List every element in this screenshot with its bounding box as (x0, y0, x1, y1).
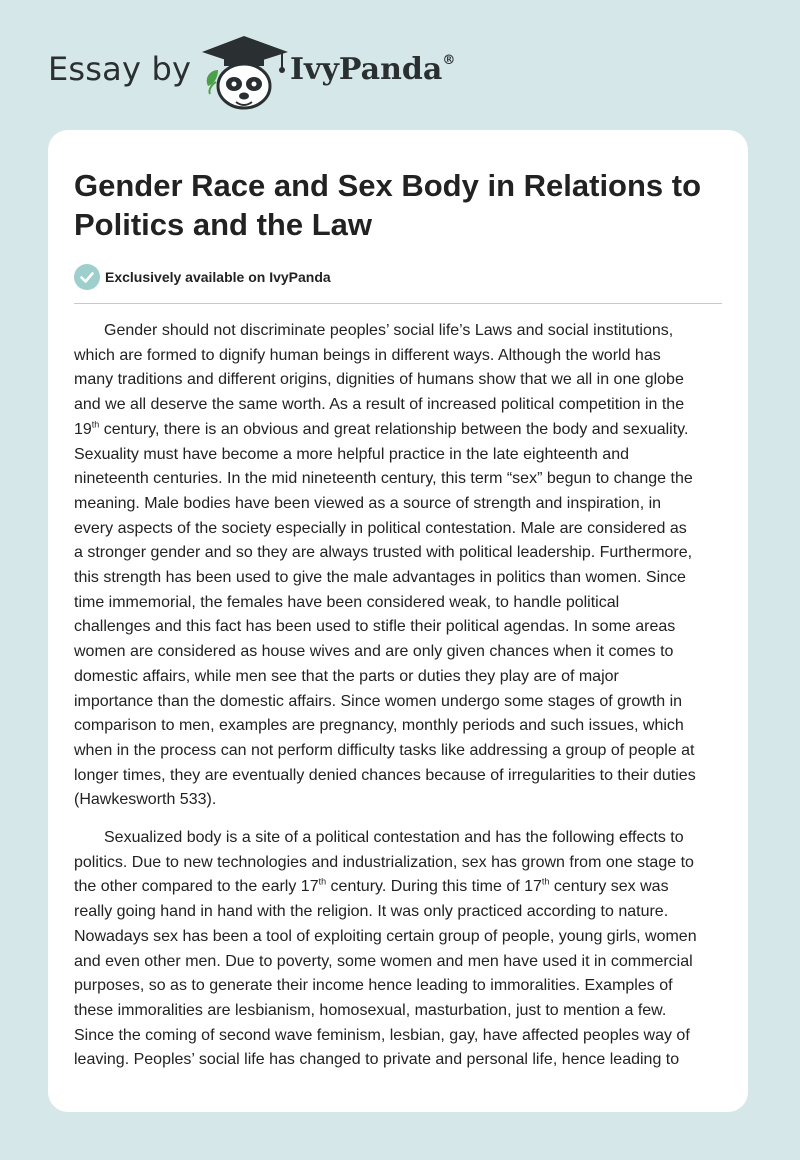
paragraph-text: Sexualized body is a site of a political contestation and has the following effects to politics. Due to new technologies and industrialization, sex has grown from one stage to the other compared to the early 17 (74, 829, 694, 896)
site-header (0, 0, 800, 130)
essay-title: Gender Race and Sex Body in Relations to Politics and the Law (74, 168, 702, 242)
ordinal-suffix: th (541, 877, 550, 888)
brand-name-text: IvyPanda (290, 52, 443, 87)
brand-name[interactable] (290, 52, 455, 87)
essay-card (48, 130, 748, 1112)
paragraph-text: century sex was really going hand in hand with the religion. It was only practiced according to nature. Nowadays sex has been a tool of exploiting certain group of people, young girls, women and even other men. Due to poverty, some women and men have used it in commercial purposes, so as to generate their income hence leading to immoralities. Examples of these immoralities are lesbianism, homosexual, masturbation, just to mention a few. Since the coming of second wave feminism, lesbian, gay, have affected peoples way of leaving. Peoples’ social life has changed to private and personal life, hence leading to (74, 878, 697, 1069)
title-divider (74, 303, 722, 304)
paragraph-text: century, there is an obvious and great relationship between the body and sexuality. Sexuality must have become a more helpful practice in the late eighteenth and nineteenth centuries. In the mid nineteenth century, this term “sex” begun to change the meaning. Male bodies have been viewed as a source of strength and inspiration, in every aspects of the society especially in political contestation. Male are considered as a stronger gender and so they are always trusted with political leadership. Furthermore, this strength has been used to give the male advantages in politics than women. Since time immemorial, the females have been considered weak, to handle political challenges and this fact has been used to stifle their political agendas. In some areas women are considered as house wives and are only given chances when it comes to domestic affairs, while men see that the parts or duties they play are of major importance than the domestic affairs. Since women undergo some stages of growth in comparison to men, examples are pregnancy, monthly periods and such issues, which when in the process can not perform difficulty tasks like addressing a group of people at longer times, they are eventually denied chances because of irregularities to their duties (Hawkesworth 533). (74, 420, 696, 809)
essay-paragraph (74, 319, 724, 813)
paragraph-text: Gender should not discriminate peoples’ social life’s Laws and social institutions, which are formed to dignify human beings in different ways. Although the world has many traditions and different origins, dignities of humans show that we all in one globe and we all deserve the same worth. As a result of increased political competition in the 19 (74, 322, 685, 438)
ordinal-suffix: th (318, 877, 327, 888)
essay-paragraph (74, 826, 724, 1073)
essay-by-label: Essay by (48, 50, 192, 88)
check-circle-icon (74, 264, 100, 290)
exclusive-badge (74, 264, 331, 290)
exclusive-badge-text: Exclusively available on IvyPanda (105, 269, 331, 285)
panda-logo-icon[interactable] (196, 34, 292, 110)
ordinal-suffix: th (91, 419, 100, 430)
paragraph-text: century. During this time of 17 (326, 878, 542, 896)
registered-mark: ® (442, 53, 456, 68)
essay-body (74, 319, 724, 1086)
